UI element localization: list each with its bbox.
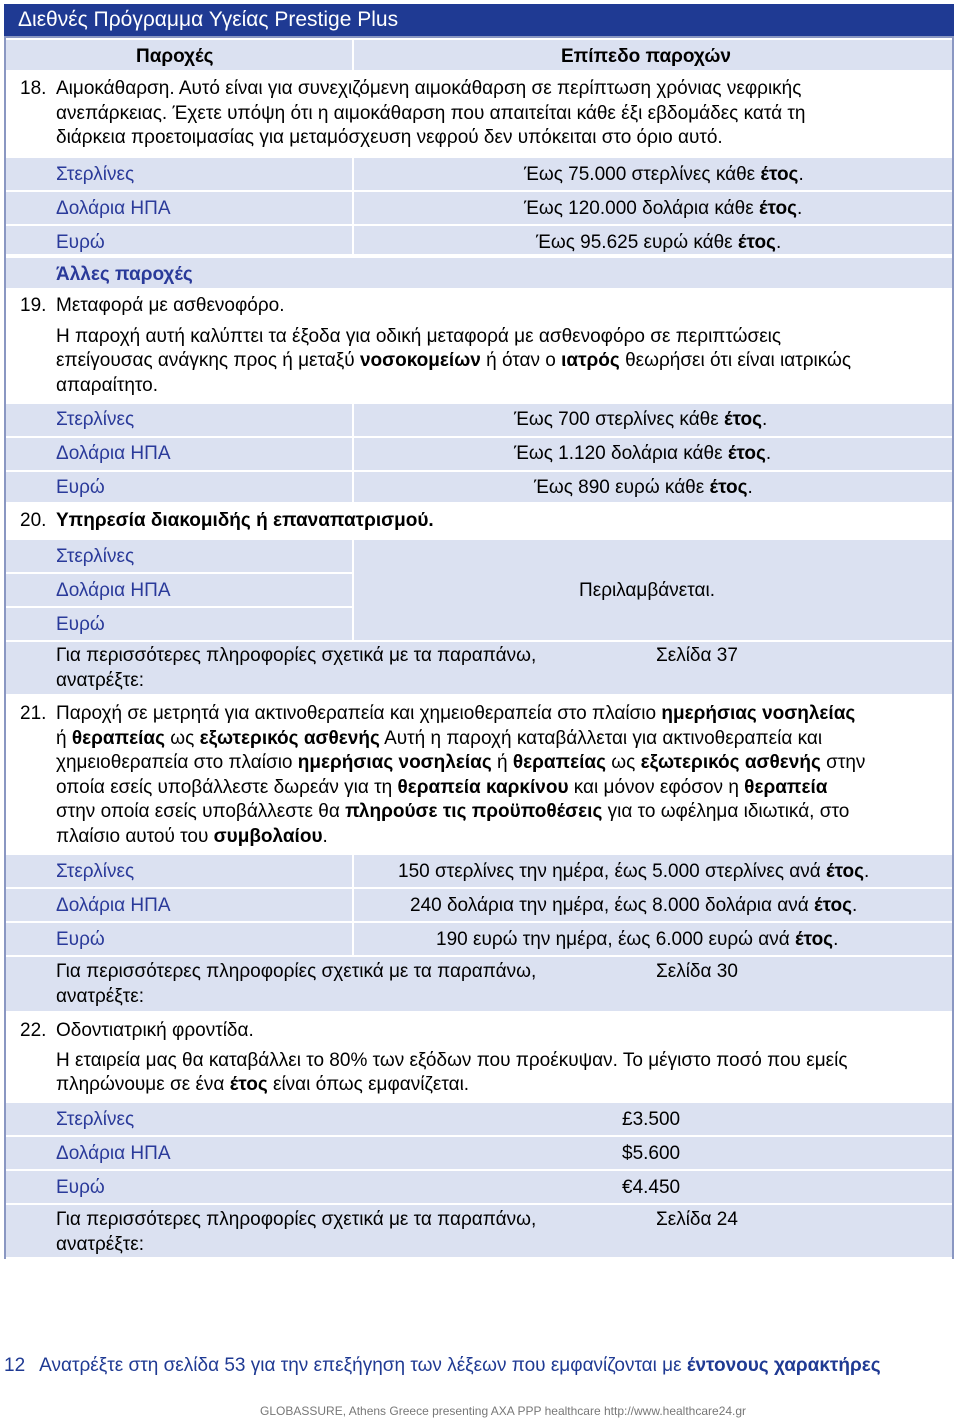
section-19-line: Η παροχή αυτή καλύπτει τα έξοδα για οδική μεταφορά με ασθενοφόρο σε περιπτώσεις xyxy=(56,325,782,347)
section-21-number: 21. xyxy=(20,703,47,724)
footer-bold-text: έντονους χαρακτήρες xyxy=(686,1355,881,1376)
section-18-limits xyxy=(6,156,952,256)
section-22-number: 22. xyxy=(20,1020,47,1041)
section-19-limits xyxy=(6,402,952,504)
section-18-line: ανεπάρκειας. Έχετε υπόψη ότι η αιμοκάθαρση που απαιτείται κάθε έξι εβδομάδες κατά τη xyxy=(56,102,806,124)
more-info-text: Για περισσότερες πληροφορίες σχετικά με τα παραπάνω, ανατρέξτε: xyxy=(56,1209,537,1255)
section-22-page-ref: Σελίδα 24 xyxy=(656,1209,738,1230)
currency-eur: Ευρώ xyxy=(56,477,105,498)
limit-gbp: 150 στερλίνες την ημέρα, έως 5.000 στερλίνες ανά έτος. xyxy=(398,861,870,882)
limit-usd: 240 δολάρια την ημέρα, έως 8.000 δολάρια ανά έτος. xyxy=(410,895,858,916)
section-21-line: στην οποία εσείς υποβάλλεστε θα πληρούσε τις προϋποθέσεις για το ωφέλημα ιδιωτικά, στο xyxy=(56,801,850,822)
currency-eur: Ευρώ xyxy=(56,1177,105,1198)
section-20-title: Υπηρεσία διακομιδής ή επαναπατρισμού. xyxy=(56,510,434,531)
currency-usd: Δολάρια ΗΠΑ xyxy=(56,895,171,916)
currency-gbp: Στερλίνες xyxy=(56,861,135,882)
column-divider xyxy=(352,158,354,258)
section-20-page-ref: Σελίδα 37 xyxy=(656,645,738,666)
section-19-number: 19. xyxy=(20,295,47,316)
limit-usd: Έως 1.120 δολάρια κάθε έτος. xyxy=(514,443,772,464)
currency-gbp: Στερλίνες xyxy=(56,409,135,430)
limit-usd: Έως 120.000 δολάρια κάθε έτος. xyxy=(524,198,803,219)
header-level: Επίπεδο παροχών xyxy=(561,46,731,67)
currency-gbp: Στερλίνες xyxy=(56,164,135,185)
section-22-line: Η εταιρεία μας θα καταβάλλει το 80% των εξόδων που προέκυψαν. Το μέγιστο ποσό που εμείς xyxy=(56,1049,848,1071)
limit-gbp: Έως 75.000 στερλίνες κάθε έτος. xyxy=(524,164,804,185)
section-20-limits xyxy=(6,538,952,696)
limit-eur: Έως 95.625 ευρώ κάθε έτος. xyxy=(536,232,782,253)
section-21-page-ref: Σελίδα 30 xyxy=(656,961,738,982)
benefits-table xyxy=(4,36,954,1259)
credit-line: GLOBASSURE, Athens Greece presenting AXA PPP healthcare http://www.healthcare24.gr xyxy=(260,1404,747,1418)
currency-eur: Ευρώ xyxy=(56,929,105,950)
section-18-number: 18. xyxy=(20,78,47,99)
currency-eur: Ευρώ xyxy=(56,614,105,635)
more-info-text: Για περισσότερες πληροφορίες σχετικά με τα παραπάνω, ανατρέξτε: xyxy=(56,645,537,691)
section-19-line: απαραίτητο. xyxy=(56,374,158,396)
page-number: 12 xyxy=(4,1355,26,1376)
section-21-line: Παροχή σε μετρητά για ακτινοθεραπεία και χημειοθεραπεία στο πλαίσιο ημερήσιας νοσηλείας xyxy=(56,703,856,724)
other-benefits-row xyxy=(6,256,952,290)
section-21-line: χημειοθεραπεία στο πλαίσιο ημερήσιας νοσηλείας ή θεραπείας ως εξωτερικός ασθενής στην xyxy=(56,752,866,773)
currency-usd: Δολάρια ΗΠΑ xyxy=(56,198,171,219)
column-divider xyxy=(352,540,354,640)
section-19-title: Μεταφορά με ασθενοφόρο. xyxy=(56,295,285,316)
section-19-text xyxy=(56,294,851,398)
table-header-row xyxy=(6,38,952,72)
section-18-text xyxy=(56,77,805,151)
section-22-limits xyxy=(6,1101,952,1259)
header-benefits: Παροχές xyxy=(136,46,214,67)
limit-eur: €4.450 xyxy=(622,1177,681,1198)
section-18-line: διάρκεια προετοιμασίας για μεταμόσχευση νεφρού δεν υπόκειται στο όριο αυτό. xyxy=(56,127,723,148)
currency-usd: Δολάρια ΗΠΑ xyxy=(56,1143,171,1164)
section-22-text xyxy=(56,1019,848,1098)
section-22-line: πληρώνουμε σε ένα έτος είναι όπως εμφανίζεται. xyxy=(56,1074,470,1095)
section-18-line: Αιμοκάθαρση. Αυτό είναι για συνεχιζόμενη αιμοκάθαρση σε περίπτωση χρόνιας νεφρικής xyxy=(56,78,802,99)
section-21-line: πλαίσιο αυτού του συμβολαίου. xyxy=(56,825,328,847)
currency-gbp: Στερλίνες xyxy=(56,546,135,567)
column-divider xyxy=(352,855,354,955)
section-21-line: ή θεραπείας ως εξωτερικός ασθενής Αυτή η παροχή καταβάλλεται για ακτινοθεραπεία και xyxy=(56,727,823,749)
page-title-bar xyxy=(4,4,954,36)
column-divider xyxy=(352,404,354,506)
section-21-text xyxy=(56,702,946,849)
page-footer xyxy=(4,1355,881,1377)
limit-eur: 190 ευρώ την ημέρα, έως 6.000 ευρώ ανά έτος. xyxy=(436,929,839,950)
section-19-line: επείγουσας ανάγκης προς ή μεταξύ νοσοκομείων ή όταν ο ιατρός θεωρήσει ότι είναι ιατρικώς xyxy=(56,350,851,371)
currency-eur: Ευρώ xyxy=(56,232,105,253)
currency-usd: Δολάρια ΗΠΑ xyxy=(56,443,171,464)
currency-gbp: Στερλίνες xyxy=(56,1109,135,1130)
footer-text: Ανατρέξτε στη σελίδα 53 για την επεξήγηση των λέξεων που εμφανίζονται με xyxy=(39,1355,682,1376)
section-21-limits xyxy=(6,853,952,1013)
limit-eur: Έως 890 ευρώ κάθε έτος. xyxy=(534,477,753,498)
other-benefits-heading: Άλλες παροχές xyxy=(56,264,193,285)
included-text: Περιλαμβάνεται. xyxy=(579,580,715,601)
currency-usd: Δολάρια ΗΠΑ xyxy=(56,580,171,601)
section-21-line: οποία εσείς υποβάλλεστε δωρεάν για τη θεραπεία καρκίνου και μόνον εφόσον η θεραπεία xyxy=(56,776,828,798)
more-info-text: Για περισσότερες πληροφορίες σχετικά με τα παραπάνω, ανατρέξτε: xyxy=(56,961,537,1007)
limit-gbp: £3.500 xyxy=(622,1109,681,1130)
section-22-title: Οδοντιατρική φροντίδα. xyxy=(56,1020,254,1041)
limit-gbp: Έως 700 στερλίνες κάθε έτος. xyxy=(514,409,768,430)
column-divider xyxy=(352,40,354,72)
section-20-number: 20. xyxy=(20,510,47,531)
limit-usd: $5.600 xyxy=(622,1143,681,1164)
page-title: Διεθνές Πρόγραμμα Υγείας Prestige Plus xyxy=(18,8,399,31)
